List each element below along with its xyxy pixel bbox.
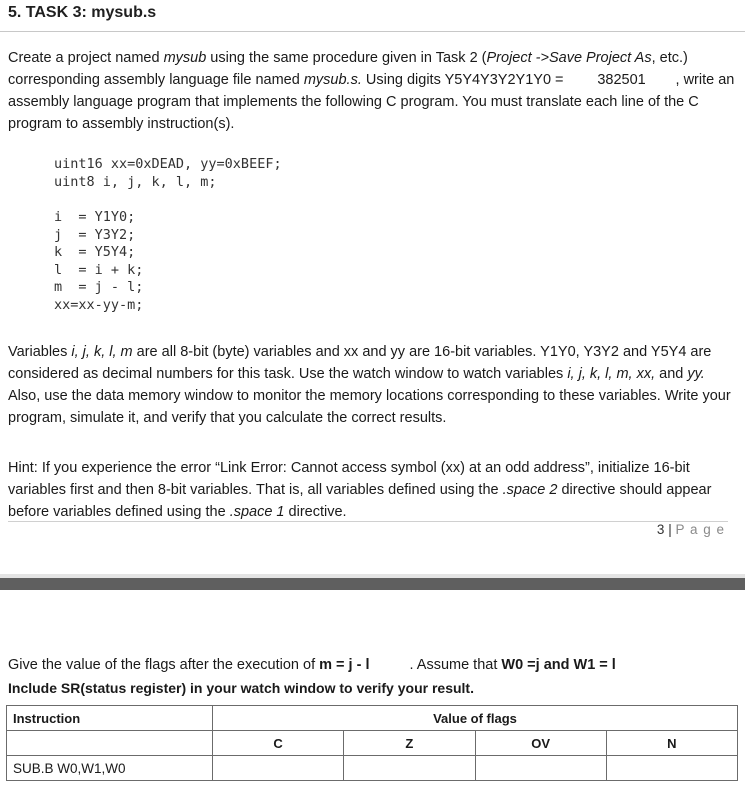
code-line: xx=xx-yy-m; xyxy=(54,296,144,313)
instruction-header: Instruction xyxy=(7,706,213,731)
flag-c-header: C xyxy=(213,731,344,756)
table-header-row xyxy=(7,706,738,731)
code-statements xyxy=(54,209,143,314)
page-label: P a g e xyxy=(675,522,725,537)
text: using the same procedure given in Task 2 ( xyxy=(206,50,487,66)
flag-n-cell[interactable] xyxy=(606,756,737,781)
text: Give the value of the flags after the execution of xyxy=(8,657,320,673)
text: are all 8-bit (byte) variables and xx and yy are 16-bit variables. Y1Y0, Y3Y2 and Y5Y4 are considered as decimal numbers for this task. Use the watch window to watch variables xyxy=(8,344,712,382)
text: Also, use the data memory window to monitor the memory locations corresponding to these variables. Write your program, simulate it, and verify that you calculate the correct results. xyxy=(8,388,731,426)
expression: m = j - l xyxy=(319,657,370,673)
emph: i, j, k, l, m, xx, xyxy=(567,366,656,382)
flag-z-cell[interactable] xyxy=(344,756,475,781)
emph: Project ->Save Project As xyxy=(486,50,652,66)
instruction-cell: SUB.B W0,W1,W0 xyxy=(7,756,213,781)
text: Create a project named xyxy=(8,50,164,66)
heading-divider xyxy=(0,31,745,32)
code-line: uint16 xx=0xDEAD, yy=0xBEEF; xyxy=(54,156,282,172)
emph: i, j, k, l, m xyxy=(71,344,133,360)
emph: mysub xyxy=(163,50,207,66)
emph: yy. xyxy=(687,366,705,382)
text: , write an assembly language program that implements the following C program. You must translate each line of the C program to assembly instruction(s). xyxy=(8,72,735,132)
question-line-2: Include SR(status register) in your watch window to verify your result. xyxy=(8,680,474,696)
flag-z-header: Z xyxy=(344,731,475,756)
assumption: W0 =j and W1 = l xyxy=(501,657,616,673)
flag-c-cell[interactable] xyxy=(213,756,344,781)
section-heading: 5. TASK 3: mysub.s xyxy=(8,4,157,21)
emph: .space 2 xyxy=(502,482,558,498)
page-sep: | xyxy=(664,522,676,537)
task-description xyxy=(8,47,736,135)
code-line: j = Y3Y2; xyxy=(54,226,136,243)
code-line: k = Y5Y4; xyxy=(54,244,136,260)
emph: .space 1 xyxy=(229,504,285,520)
page-num: 3 xyxy=(656,522,665,537)
footer-rule xyxy=(8,521,728,522)
flag-names-row xyxy=(7,731,738,756)
code-declarations xyxy=(54,156,282,191)
text: and xyxy=(655,366,688,382)
code-line: l = i + k; xyxy=(54,261,144,278)
text: directive. xyxy=(284,504,347,520)
flags-table xyxy=(6,705,738,781)
page-break-band xyxy=(0,578,745,590)
text: directive should appear before variables defined using the xyxy=(8,482,712,520)
table-row xyxy=(7,756,738,781)
emph: mysub.s. xyxy=(303,72,362,88)
text: , etc.) corresponding assembly language file named xyxy=(8,50,688,88)
text: Hint: If you experience the error “Link Error: Cannot access symbol (xx) at an odd address”, initialize 16-bit variables first and then 8-bit variables. That is, all variables defined using the xyxy=(8,460,690,498)
variables-paragraph xyxy=(8,341,736,429)
code-line: uint8 i, j, k, l, m; xyxy=(54,173,217,190)
code-line: m = j - l; xyxy=(54,279,144,295)
code-line: i = Y1Y0; xyxy=(54,209,136,225)
text: Using digits Y5Y4Y3Y2Y1Y0 = xyxy=(361,72,568,88)
flag-n-header: N xyxy=(606,731,737,756)
value-of-flags-header: Value of flags xyxy=(213,706,738,731)
digits-value: 382501 xyxy=(597,72,646,88)
text: Variables xyxy=(8,344,72,360)
question-line-1 xyxy=(8,657,616,673)
page-number xyxy=(657,522,725,537)
hint-paragraph xyxy=(8,457,736,523)
text: . Assume that xyxy=(409,657,502,673)
empty-cell xyxy=(7,731,213,756)
flag-ov-header: OV xyxy=(475,731,606,756)
flag-ov-cell[interactable] xyxy=(475,756,606,781)
